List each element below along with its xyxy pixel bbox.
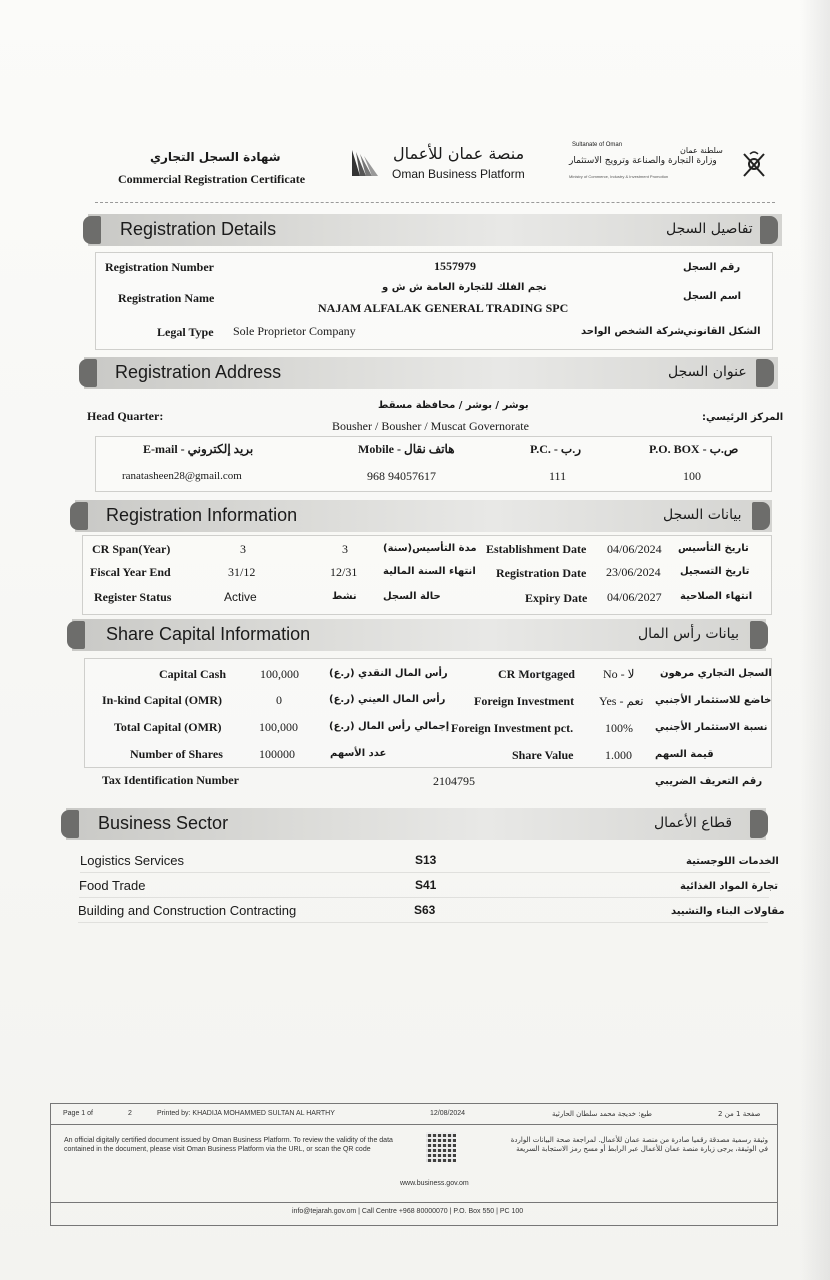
postal-code-label: P.C. - ر.ب <box>530 442 581 456</box>
footer-note: An official digitally certified document issued by Oman Business Platform. To review the validity of the data contained in the document, please visit Oman Business Platform via the URL, or scan the QR code <box>64 1137 393 1153</box>
head-quarter-value-ar: بوشر / بوشر / محافظة مسقط <box>378 400 529 411</box>
share-value-value: 1.000 <box>605 748 632 762</box>
tax-id-value: 2104795 <box>433 774 475 788</box>
fiscal-year-end-label: Fiscal Year End <box>90 565 171 579</box>
total-capital-value: 100,000 <box>259 720 298 734</box>
cr-span-label: CR Span(Year) <box>92 542 171 556</box>
registration-number-value: 1557979 <box>434 259 476 273</box>
registration-name-value-ar: نجم الفلك للتجارة العامة ش ش و <box>382 282 547 293</box>
footer-printed-by-ar: طبع: خديجة محمد سلطان الحارثية <box>552 1110 652 1118</box>
footer-contact: info@tejarah.gov.om | Call Centre +968 80000070 | P.O. Box 550 | PC 100 <box>292 1208 524 1215</box>
certificate-title-ar: شهادة السجل التجاري <box>150 150 281 164</box>
mobile-value: 968 94057617 <box>367 469 436 483</box>
footer-url[interactable]: www.business.gov.om <box>400 1180 469 1187</box>
tax-id-label-ar: رقم التعريف الضريبي <box>655 776 763 787</box>
sector-code: S13 <box>415 853 437 867</box>
header-divider <box>95 202 775 203</box>
sector-name: Building and Construction Contracting <box>78 903 297 918</box>
section-title-registration-details: Registration Details <box>120 219 277 239</box>
section-bar-left-cap <box>61 810 79 838</box>
foreign-investment-label-ar: خاضع للاستثمار الأجنبي <box>655 695 772 706</box>
section-bar-right-cap <box>756 359 774 387</box>
head-quarter-label: Head Quarter: <box>87 409 164 423</box>
section-title-registration-information: Registration Information <box>106 505 298 525</box>
legal-type-value: Sole Proprietor Company <box>233 324 356 338</box>
fiscal-year-end-label-ar: انتهاء السنة المالية <box>383 566 476 577</box>
section-title-business-sector: Business Sector <box>98 813 229 833</box>
footer-print-date: 12/08/2024 <box>430 1110 466 1117</box>
establishment-date-label-ar: تاريخ التأسيس <box>678 543 749 554</box>
expiry-date-label: Expiry Date <box>525 591 588 605</box>
footer-page-label: Page 1 of <box>63 1110 93 1117</box>
foreign-investment-label: Foreign Investment <box>474 694 575 708</box>
cr-span-value: 3 <box>240 542 246 556</box>
legal-type-label-ar: الشكل القانوني <box>683 326 761 337</box>
sector-name-ar: الخدمات اللوجستية <box>686 856 779 867</box>
email-value: ranatasheen28@gmail.com <box>122 470 242 482</box>
postal-code-value: 111 <box>549 469 567 483</box>
cr-span-value-2: 3 <box>342 542 348 556</box>
fiscal-year-end-value: 31/12 <box>228 565 256 579</box>
sector-name: Food Trade <box>79 878 146 893</box>
registration-date-value: 23/06/2024 <box>606 565 661 579</box>
registration-name-label-ar: اسم السجل <box>683 291 742 302</box>
cr-mortgaged-label: CR Mortgaged <box>498 667 575 681</box>
section-title-registration-address-ar: عنوان السجل <box>668 364 747 380</box>
share-value-label: Share Value <box>512 748 574 762</box>
ministry-country-ar: سلطنة عمان <box>680 146 723 155</box>
in-kind-capital-label: In-kind Capital (OMR) <box>102 693 223 707</box>
section-bar-left-cap <box>83 216 101 244</box>
section-bar-left-cap <box>67 621 85 649</box>
expiry-date-label-ar: انتهاء الصلاحية <box>680 591 753 602</box>
register-status-value-ar: نشط <box>332 591 357 602</box>
fiscal-year-end-value-2: 12/31 <box>330 565 358 579</box>
capital-cash-label-ar: رأس المال النقدي (ر.ع) <box>329 668 448 679</box>
foreign-investment-pct-label: Foreign Investment pct. <box>451 721 574 735</box>
sector-name-ar: مقاولات البناء والتشييد <box>671 906 785 917</box>
platform-name: Oman Business Platform <box>392 167 525 181</box>
po-box-value: 100 <box>683 469 701 483</box>
expiry-date-value: 04/06/2027 <box>607 590 662 604</box>
section-bar-left-cap <box>79 359 97 387</box>
footer-note-ar: وثيقة رسمية مصدقة رقميا صادرة من منصة عمان للأعمال. لمراجعة صحة البيانات الواردة في الوثيقة، يرجى زيارة منصة عمان للأعمال عبر الرابط أو مسح رمز الاستجابة السريعة <box>510 1136 768 1153</box>
certificate-title: Commercial Registration Certificate <box>118 172 306 186</box>
foreign-investment-value: Yes - نعم <box>599 694 644 708</box>
footer-printed-by: Printed by: KHADIJA MOHAMMED SULTAN AL HARTHY <box>157 1110 335 1117</box>
legal-type-label: Legal Type <box>157 325 214 339</box>
sector-code: S63 <box>414 903 436 917</box>
registration-date-label-ar: تاريخ التسجيل <box>680 566 750 577</box>
registration-name-label: Registration Name <box>118 291 215 305</box>
share-value-label-ar: قيمة السهم <box>655 749 714 760</box>
number-of-shares-label: Number of Shares <box>130 747 223 761</box>
register-status-label: Register Status <box>94 590 172 604</box>
sector-code: S41 <box>415 878 437 892</box>
sector-row-divider <box>80 872 770 873</box>
cr-mortgaged-label-ar: السجل التجاري مرهون <box>660 668 772 679</box>
cr-span-label-ar: مدة التأسيس(سنة) <box>383 543 477 554</box>
number-of-shares-value: 100000 <box>259 747 295 761</box>
registration-name-value: NAJAM ALFALAK GENERAL TRADING SPC <box>318 301 569 315</box>
sector-name: Logistics Services <box>80 853 185 868</box>
section-bar-right-cap <box>752 502 770 530</box>
head-quarter-value: Bousher / Bousher / Muscat Governorate <box>332 419 529 433</box>
platform-name-ar: منصة عمان للأعمال <box>393 144 525 163</box>
section-bar-left-cap <box>70 502 88 530</box>
capital-cash-label: Capital Cash <box>159 667 227 681</box>
in-kind-capital-value: 0 <box>276 693 282 707</box>
establishment-date-value: 04/06/2024 <box>607 542 662 556</box>
total-capital-label-ar: إجمالي رأس المال (ر.ع) <box>329 721 450 732</box>
page-edge-shadow <box>800 0 830 1280</box>
foreign-investment-pct-value: 100% <box>605 721 633 735</box>
foreign-investment-pct-label-ar: نسبة الاستثمار الأجنبي <box>655 722 768 733</box>
footer-page-total: 2 <box>128 1110 132 1117</box>
oman-business-platform-logo-icon <box>350 146 378 176</box>
ministry-name-en: Ministry of Commerce, Industry & Investment Promotion <box>569 174 669 179</box>
sector-row-divider <box>78 922 768 923</box>
section-title-registration-details-ar: تفاصيل السجل <box>666 221 753 237</box>
register-status-value: Active <box>224 590 257 604</box>
section-title-registration-information-ar: بيانات السجل <box>663 507 742 523</box>
section-title-registration-address: Registration Address <box>115 362 282 382</box>
ministry-top-en: Sultanate of Oman <box>572 142 623 148</box>
number-of-shares-label-ar: عدد الأسهم <box>330 748 387 759</box>
email-label: E-mail - بريد إلكتروني <box>143 442 254 456</box>
registration-number-label-ar: رقم السجل <box>683 262 741 273</box>
mobile-label: Mobile - هاتف نقال <box>358 442 455 456</box>
section-bar-right-cap <box>750 621 768 649</box>
section-title-share-capital: Share Capital Information <box>106 624 311 644</box>
oman-emblem-icon <box>740 150 768 180</box>
sector-name-ar: تجارة المواد الغذائية <box>680 881 778 892</box>
footer-page-ar: صفحة 1 من 2 <box>718 1110 761 1118</box>
footer-divider <box>51 1202 777 1203</box>
in-kind-capital-label-ar: رأس المال العيني (ر.ع) <box>329 694 446 705</box>
section-title-business-sector-ar: قطاع الأعمال <box>654 815 733 831</box>
establishment-date-label: Establishment Date <box>486 542 587 556</box>
cr-mortgaged-value: No - لا <box>603 667 635 681</box>
registration-date-label: Registration Date <box>496 566 587 580</box>
registration-number-label: Registration Number <box>105 260 214 274</box>
section-bar-right-cap <box>750 810 768 838</box>
ministry-name-ar: وزارة التجارة والصناعة وترويج الاستثمار <box>569 156 717 166</box>
tax-id-label: Tax Identification Number <box>102 773 239 787</box>
head-quarter-label-ar: المركز الرئيسي: <box>702 412 784 423</box>
qr-code-icon[interactable] <box>426 1132 456 1162</box>
section-title-share-capital-ar: بيانات رأس المال <box>638 626 740 642</box>
capital-cash-value: 100,000 <box>260 667 299 681</box>
register-status-label-ar: حالة السجل <box>383 591 441 602</box>
section-bar-right-cap <box>760 216 778 244</box>
po-box-label: P.O. BOX - ص.ب <box>649 442 739 456</box>
legal-type-value-ar: شركة الشخص الواحد <box>581 326 684 337</box>
total-capital-label: Total Capital (OMR) <box>114 720 222 734</box>
sector-row-divider <box>79 897 769 898</box>
